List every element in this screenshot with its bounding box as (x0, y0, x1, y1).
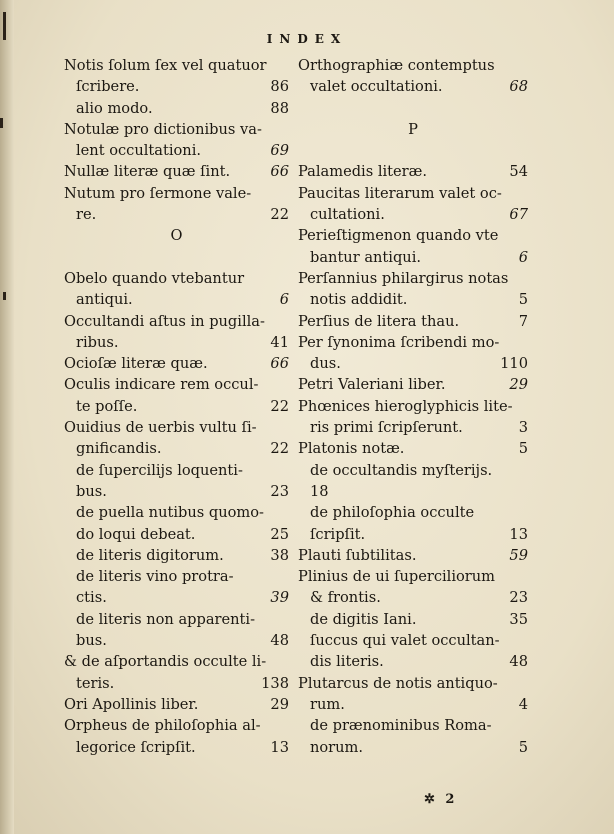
index-entry (298, 161, 528, 182)
entry-text: de philoſophia occulte (310, 504, 475, 522)
entry-text: de literis vino protra- (76, 568, 234, 586)
index-entry (298, 396, 528, 417)
index-entry (64, 332, 289, 353)
page-number: 54 (509, 163, 528, 181)
page-number: 48 (509, 653, 528, 671)
page-number: 13 (270, 738, 289, 756)
ink-mark (3, 292, 6, 300)
index-column-left (64, 55, 289, 758)
page-number: 110 (500, 355, 528, 373)
entry-text: cultationi. (310, 206, 385, 224)
page-number: 48 (270, 632, 289, 650)
index-entry (298, 587, 528, 608)
entry-text: Plutarcus de notis antiquo- (298, 674, 498, 692)
entry-text: Palamedis literæ. (298, 163, 428, 181)
page-number: 22 (270, 440, 289, 458)
entry-text: notis addidit. (310, 291, 408, 309)
entry-text: valet occultationi. (310, 78, 443, 96)
index-entry (64, 140, 289, 161)
index-entry (298, 183, 528, 204)
page-number: 13 (509, 525, 528, 543)
entry-text: P (408, 120, 418, 138)
index-entry (298, 374, 528, 395)
entry-text: ſcripſit. (310, 525, 366, 543)
entry-text: 18 (310, 482, 329, 500)
entry-text: teris. (76, 674, 115, 692)
index-entry (298, 481, 528, 502)
page-number: 23 (509, 589, 528, 607)
index-entry (298, 289, 528, 310)
page-number: 25 (270, 525, 289, 543)
page-number: 3 (518, 419, 528, 437)
entry-text: Ouidius de uerbis vultu ſi- (64, 419, 257, 437)
index-entry (64, 311, 289, 332)
entry-text: Petri Valeriani liber. (298, 376, 446, 394)
index-entry (298, 673, 528, 694)
entry-text: alio modo. (76, 99, 153, 117)
entry-text: antiqui. (76, 291, 133, 309)
entry-text: re. (76, 206, 97, 224)
section-letter (64, 225, 289, 246)
entry-text: Nullæ literæ quæ ſint. (64, 163, 231, 181)
page-number: 59 (509, 546, 528, 564)
entry-text: Notulæ pro dictionibus va- (64, 120, 262, 138)
index-entry (64, 55, 289, 76)
index-entry (64, 460, 289, 481)
index-entry (298, 651, 528, 672)
index-entry (298, 140, 528, 161)
index-entry (298, 332, 528, 353)
entry-text: Orthographiæ contemptus (298, 57, 495, 74)
entry-text: dus. (310, 355, 341, 373)
index-entry (64, 289, 289, 310)
section-letter (298, 119, 528, 140)
page-number: 39 (270, 589, 289, 607)
index-entry (298, 204, 528, 225)
entry-text: Perieſtigmenon quando vte (298, 227, 499, 245)
index-entry (298, 438, 528, 459)
entry-text: do loqui debeat. (76, 525, 196, 543)
page-number: 88 (270, 99, 289, 117)
entry-text: Platonis notæ. (298, 440, 405, 458)
entry-text: ſuccus qui valet occultan- (310, 632, 500, 650)
index-entry (64, 651, 289, 672)
running-header: INDEX (266, 32, 348, 46)
index-entry (64, 353, 289, 374)
entry-text: Ocioſæ literæ quæ. (64, 355, 208, 373)
index-entry (64, 396, 289, 417)
index-entry (298, 566, 528, 587)
entry-text: Perſius de litera thau. (298, 312, 460, 330)
index-entry (64, 673, 289, 694)
index-entry (298, 247, 528, 268)
page-number: 138 (261, 674, 289, 692)
entry-text: de puella nutibus quomo- (76, 504, 264, 522)
index-entry (298, 715, 528, 736)
entry-text: norum. (310, 738, 364, 756)
index-entry (298, 630, 528, 651)
page-number: 41 (270, 333, 289, 351)
index-entry (298, 55, 528, 76)
entry-text: de digitis Iani. (310, 610, 417, 628)
index-entry (298, 545, 528, 566)
entry-text: Plauti ſubtilitas. (298, 546, 417, 564)
entry-text: Paucitas literarum valet oc- (298, 184, 502, 202)
entry-text: de prænominibus Roma- (310, 717, 492, 735)
index-entry (64, 566, 289, 587)
index-entry (64, 524, 289, 545)
entry-text: Perſannius philargirus notas (298, 269, 509, 287)
page-number: 5 (518, 291, 528, 309)
index-entry (64, 587, 289, 608)
entry-text: de ſupercilijs loquenti- (76, 461, 243, 479)
entry-text: Ori Apollinis liber. (64, 695, 199, 713)
page-number: 66 (270, 163, 289, 181)
ink-mark (0, 118, 3, 128)
entry-text: lent occultationi. (76, 142, 201, 160)
page-number: 35 (509, 610, 528, 628)
entry-text: legorice ſcripſit. (76, 738, 196, 756)
index-entry (64, 374, 289, 395)
index-entry (298, 225, 528, 246)
entry-text: Notis ſolum ſex vel quatuor (64, 57, 267, 74)
index-entry (64, 545, 289, 566)
entry-text: & frontis. (310, 589, 381, 607)
page-number: 69 (270, 142, 289, 160)
index-entry (298, 502, 528, 523)
index-entry (64, 76, 289, 97)
page-number: 5 (518, 738, 528, 756)
index-entry (298, 737, 528, 758)
page-number: 86 (270, 78, 289, 96)
entry-text: te poſſe. (76, 397, 138, 415)
index-entry (64, 630, 289, 651)
entry-text: Nutum pro ſermone vale- (64, 184, 252, 202)
index-entry (64, 694, 289, 715)
page-number: 5 (518, 440, 528, 458)
index-entry (298, 98, 528, 119)
index-entry (64, 502, 289, 523)
page-number: 29 (270, 695, 289, 713)
index-entry (64, 204, 289, 225)
index-entry (64, 438, 289, 459)
entry-text: Plinius de ui ſuperciliorum (298, 568, 496, 586)
index-entry (298, 694, 528, 715)
entry-text: bus. (76, 482, 107, 500)
entry-text: bantur antiqui. (310, 248, 421, 266)
index-entry (64, 715, 289, 736)
page-number: 67 (509, 206, 528, 224)
index-entry (64, 98, 289, 119)
entry-text: bus. (76, 632, 107, 650)
index-entry (64, 183, 289, 204)
entry-text: dis literis. (310, 653, 384, 671)
page-number: 23 (270, 482, 289, 500)
entry-text: Phœnices hieroglyphicis lite- (298, 397, 513, 415)
index-entry (298, 417, 528, 438)
entry-text: Orpheus de philoſophia al- (64, 717, 261, 735)
index-entry (64, 161, 289, 182)
index-column-right (298, 55, 528, 758)
page-number: 29 (509, 376, 528, 394)
page-number: 22 (270, 397, 289, 415)
index-entry (298, 268, 528, 289)
entry-text: & de aſportandis occulte li- (64, 653, 267, 671)
index-entry (64, 737, 289, 758)
entry-text: rum. (310, 695, 345, 713)
entry-text: O (170, 227, 183, 245)
entry-text: Oculis indicare rem occul- (64, 376, 259, 394)
entry-text: de literis non apparenti- (76, 610, 256, 628)
entry-text: ribus. (76, 333, 119, 351)
index-entry (64, 268, 289, 289)
page-number: 7 (518, 312, 528, 330)
signature-mark: ✲ 2 (424, 792, 458, 807)
index-entry (64, 417, 289, 438)
entry-text: Per ſynonima ſcribendi mo- (298, 333, 500, 351)
index-entry (298, 609, 528, 630)
page-number: 22 (270, 206, 289, 224)
index-entry (64, 481, 289, 502)
entry-text: Obelo quando vtebantur (64, 269, 245, 287)
entry-text: ris primi ſcripſerunt. (310, 419, 463, 437)
page-number: 4 (518, 695, 528, 713)
entry-text: Occultandi aſtus in pugilla- (64, 312, 265, 330)
index-entry (298, 460, 528, 481)
entry-text: de literis digitorum. (76, 546, 224, 564)
page-number: 38 (270, 546, 289, 564)
index-entry (64, 609, 289, 630)
entry-text: ſcribere. (76, 78, 140, 96)
page-number: 6 (518, 248, 528, 266)
page-number: 66 (270, 355, 289, 373)
index-entry (298, 353, 528, 374)
entry-text: gnificandis. (76, 440, 162, 458)
index-entry (298, 311, 528, 332)
index-entry (298, 76, 528, 97)
page-number: 6 (279, 291, 289, 309)
entry-text: de occultandis myſterijs. (310, 461, 493, 479)
page-number: 68 (509, 78, 528, 96)
index-entry (298, 524, 528, 545)
entry-text: ctis. (76, 589, 107, 607)
index-entry (64, 247, 289, 268)
index-entry (64, 119, 289, 140)
